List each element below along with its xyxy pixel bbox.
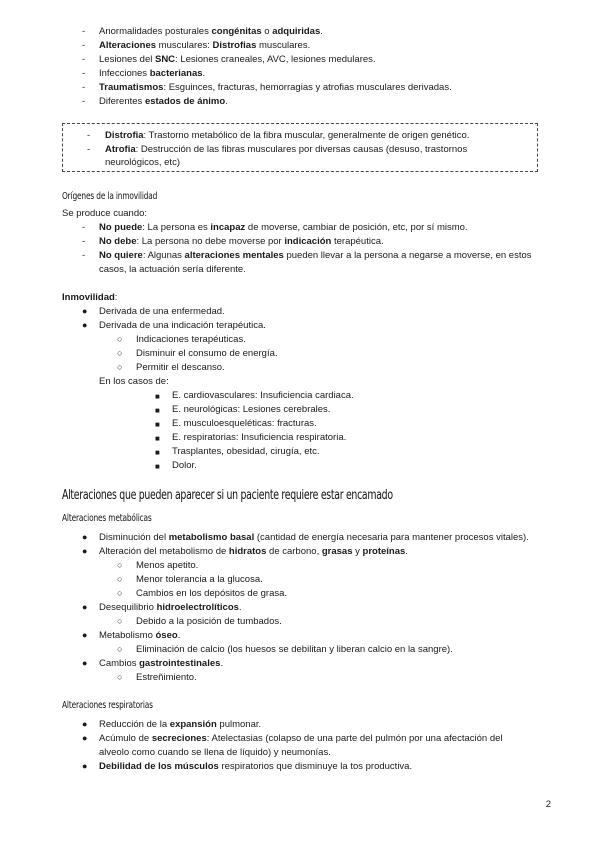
bullet: ● — [82, 602, 88, 612]
list-item: E. respiratorias: Insuficiencia respiratoria. — [172, 432, 347, 443]
list-dash: - — [82, 250, 86, 261]
definition-atrofia: Atrofia: Destrucción de las fibras musculares por diversas causas (desuso, trastornos — [105, 144, 468, 155]
circle-bullet: ○ — [117, 588, 123, 598]
bullet: ● — [82, 306, 88, 316]
square-bullet: ■ — [155, 462, 160, 471]
list-item: Debilidad de los músculos respiratorios que disminuye la tos productiva. — [99, 761, 413, 772]
square-bullet: ■ — [155, 434, 160, 443]
circle-bullet: ○ — [117, 560, 123, 570]
list-item: Cambios gastrointestinales. — [99, 658, 224, 669]
section-heading-alteraciones: Alteraciones que pueden aparecer si un paciente requiere estar encamado — [62, 488, 393, 503]
definition-distrofia: Distrofia: Trastorno metabólico de la fibra muscular, generalmente de origen genético. — [105, 130, 470, 141]
page-number: 2 — [545, 799, 551, 810]
subheading-metabolicas: Alteraciones metabólicas — [62, 513, 152, 524]
inmovilidad-label: Inmovilidad: — [62, 292, 118, 303]
bullet: ● — [82, 761, 88, 771]
list-item: Debido a la posición de tumbados. — [136, 616, 282, 627]
list-dash: - — [82, 68, 86, 79]
bullet: ● — [82, 733, 88, 743]
origenes-intro: Se produce cuando: — [62, 208, 148, 219]
bullet: ● — [82, 320, 88, 330]
circle-bullet: ○ — [117, 348, 123, 358]
bullet: ● — [82, 630, 88, 640]
list-item: Indicaciones terapéuticas. — [136, 334, 246, 345]
list-item: Disminución del metabolismo basal (cantidad de energía necesaria para mantener procesos vitales). — [99, 532, 529, 543]
square-bullet: ■ — [155, 448, 160, 457]
list-item: Infecciones bacterianas. — [99, 68, 206, 79]
list-item: E. musculoesqueléticas: fracturas. — [172, 418, 317, 429]
circle-bullet: ○ — [117, 362, 123, 372]
list-dash: - — [87, 144, 91, 155]
list-item: Menos apetito. — [136, 560, 199, 571]
list-dash: - — [82, 54, 86, 65]
list-item: No debe: La persona no debe moverse por indicación terapéutica. — [99, 236, 384, 247]
square-bullet: ■ — [155, 392, 160, 401]
list-item: Eliminación de calcio (los huesos se debilitan y liberan calcio en la sangre). — [136, 644, 453, 655]
list-dash: - — [82, 222, 86, 233]
list-item: E. neurológicas: Lesiones cerebrales. — [172, 404, 331, 415]
subheading-respiratorias: Alteraciones respiratorias — [62, 700, 153, 711]
bullet: ● — [82, 719, 88, 729]
list-item: Derivada de una indicación terapéutica. — [99, 320, 266, 331]
list-item: Estreñimiento. — [136, 672, 197, 683]
list-item: Traumatismos: Esguinces, fracturas, hemorragias y atrofias musculares derivadas. — [99, 82, 452, 93]
circle-bullet: ○ — [117, 644, 123, 654]
list-dash: - — [82, 82, 86, 93]
circle-bullet: ○ — [117, 574, 123, 584]
list-item: Anormalidades posturales congénitas o adquiridas. — [99, 26, 323, 37]
list-item: E. cardiovasculares: Insuficiencia cardiaca. — [172, 390, 354, 401]
circle-bullet: ○ — [117, 672, 123, 682]
list-item: Derivada de una enfermedad. — [99, 306, 225, 317]
circle-bullet: ○ — [117, 616, 123, 626]
list-item: Disminuir el consumo de energía. — [136, 348, 278, 359]
list-item: No puede: La persona es incapaz de moverse, cambiar de posición, etc, por sí mismo. — [99, 222, 468, 233]
list-dash: - — [82, 96, 86, 107]
casos-label: En los casos de: — [99, 376, 169, 387]
definition-atrofia-cont: neurológicos, etc) — [105, 157, 180, 168]
list-item: Reducción de la expansión pulmonar. — [99, 719, 262, 730]
list-item: Menor tolerancia a la glucosa. — [136, 574, 263, 585]
list-item: Metabolismo óseo. — [99, 630, 181, 641]
square-bullet: ■ — [155, 420, 160, 429]
list-item-cont: casos, la actuación sería diferente. — [99, 264, 246, 275]
list-item: No quiere: Algunas alteraciones mentales pueden llevar a la persona a negarse a moverse, en estos — [99, 250, 532, 261]
list-dash: - — [82, 26, 86, 37]
bullet: ● — [82, 532, 88, 542]
list-item: Dolor. — [172, 460, 197, 471]
list-dash: - — [82, 236, 86, 247]
square-bullet: ■ — [155, 406, 160, 415]
list-item: Desequilibrio hidroelectrolíticos. — [99, 602, 242, 613]
list-item: Permitir el descanso. — [136, 362, 225, 373]
list-item: Cambios en los depósitos de grasa. — [136, 588, 288, 599]
list-item: Alteraciones musculares: Distrofias musculares. — [99, 40, 311, 51]
list-item: Alteración del metabolismo de hidratos de carbono, grasas y proteínas. — [99, 546, 408, 557]
list-item: Trasplantes, obesidad, cirugía, etc. — [172, 446, 320, 457]
bullet: ● — [82, 546, 88, 556]
circle-bullet: ○ — [117, 334, 123, 344]
list-item: Acúmulo de secreciones: Atelectasias (colapso de una parte del pulmón por una afectación del — [99, 733, 503, 744]
list-dash: - — [82, 40, 86, 51]
list-item-cont: alveolo como cuando se llena de líquido) y neumonías. — [99, 747, 331, 758]
list-item: Diferentes estados de ánimo. — [99, 96, 228, 107]
section-heading-origenes: Orígenes de la inmovilidad — [62, 191, 158, 202]
list-dash: - — [87, 130, 91, 141]
bullet: ● — [82, 658, 88, 668]
list-item: Lesiones del SNC: Lesiones craneales, AVC, lesiones medulares. — [99, 54, 376, 65]
